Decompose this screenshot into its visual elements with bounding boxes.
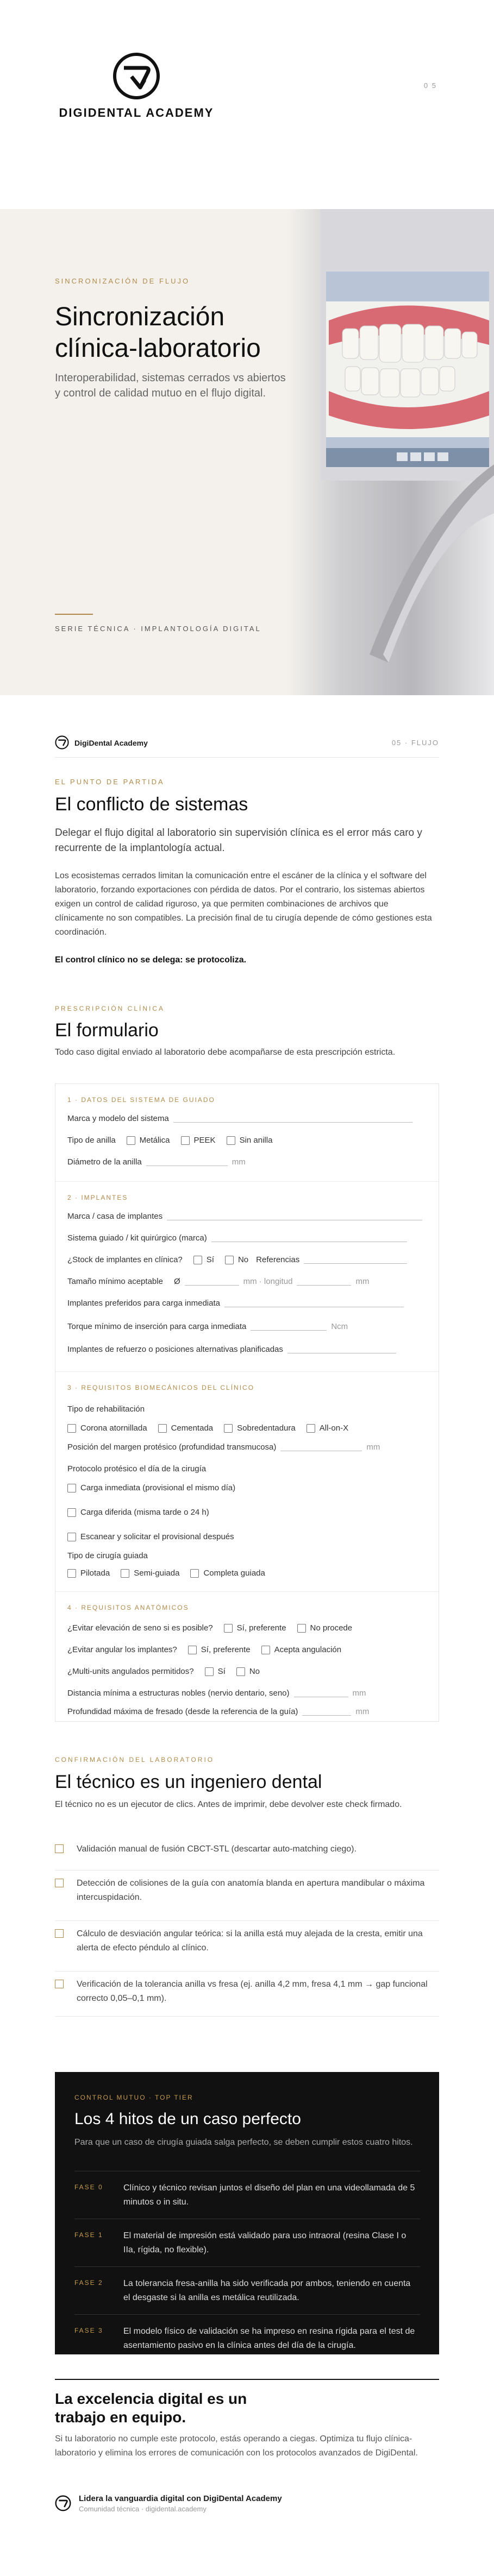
- option-label: Corona atornillada: [80, 1424, 147, 1433]
- check-item: [55, 1876, 439, 1921]
- unit-label: mm: [352, 1689, 366, 1698]
- form-title: El formulario: [55, 1020, 159, 1041]
- option-label: Sin anilla: [239, 1136, 273, 1145]
- checkbox-stock-si[interactable]: [193, 1256, 202, 1264]
- phase-row: [74, 2219, 420, 2266]
- field-label: Diámetro de la anilla: [67, 1157, 142, 1167]
- form-intro: Todo caso digital enviado al laboratorio debe acompañarse de esta prescripción estricta.: [55, 1048, 396, 1057]
- min-diameter-field[interactable]: [185, 1278, 239, 1286]
- phase-label: FASE 0: [74, 2183, 103, 2191]
- cover-title: Sincronización clínica-laboratorio: [55, 303, 261, 363]
- check-text: Cálculo de desviación angular teórica: si la anilla está muy alejada de la cresta, emitir una alerta de efecto péndulo al clínico.: [77, 1929, 423, 1953]
- footer-divider: [55, 2379, 439, 2380]
- page-header: [55, 735, 439, 752]
- checkbox[interactable]: [55, 1929, 64, 1938]
- check-item: [55, 1842, 439, 1870]
- option-label: Metálica: [139, 1136, 170, 1145]
- backup-implants-field[interactable]: [287, 1346, 396, 1353]
- checkbox-carga-diferida[interactable]: [67, 1508, 76, 1517]
- checkbox-seno-si[interactable]: [224, 1624, 233, 1633]
- checkbox[interactable]: [55, 1844, 64, 1853]
- option-label: Carga diferida (misma tarde o 24 h): [80, 1508, 209, 1517]
- phase-row: [74, 2266, 420, 2314]
- checkbox-stock-no[interactable]: [225, 1256, 234, 1264]
- conflict-title: El conflicto de sistemas: [55, 794, 248, 815]
- cover-divider: [55, 614, 93, 615]
- form-kicker: PRESCRIPCIÓN CLÍNICA: [55, 1005, 165, 1012]
- conflict-bold: El control clínico no se delega: se protocoliza.: [55, 955, 247, 965]
- form-section-implants: [55, 1182, 439, 1372]
- conflict-lead: Delegar el flujo digital al laboratorio sin supervisión clínica es el error más caro y recurrente de la implantología actual.: [55, 827, 422, 854]
- option-label: Escanear y solicitar el provisional después: [80, 1532, 234, 1541]
- conflict-body: Los ecosistemas cerrados limitan la comunicación entre el escáner de la clínica y el software del laboratorio, forzando exportaciones con pérdida de datos. Por el contrario, los sistemas abiertos exigen un control de calidad riguroso, ya que permiten combinaciones de archivos que clínicamente no son compatibles. La precisión final de tu cirugía depende de cómo gestiones esta coordinación.: [55, 871, 432, 937]
- field-label: ¿Evitar angular los implantes?: [67, 1645, 177, 1654]
- field-label: Torque mínimo de inserción para carga inmediata: [67, 1322, 247, 1331]
- page-number: 0 5: [423, 81, 437, 90]
- header-page: 05 · FLUJO: [391, 739, 439, 747]
- phase-row: [74, 2314, 420, 2362]
- header-divider: [55, 757, 439, 758]
- check-text: Validación manual de fusión CBCT-STL (descartar auto-matching ciego).: [77, 1844, 357, 1854]
- checkbox-carga-inmediata[interactable]: [67, 1484, 76, 1492]
- option-label: Sobredentadura: [237, 1424, 296, 1433]
- footer-title: La excelencia digital es un trabajo en equipo.: [55, 2390, 247, 2426]
- checkbox-multiunit-no[interactable]: [236, 1667, 245, 1676]
- phase-label: FASE 2: [74, 2279, 103, 2287]
- form-section-guide-system: [55, 1084, 439, 1182]
- checkbox-cementada[interactable]: [158, 1424, 167, 1433]
- checkbox[interactable]: [55, 1879, 64, 1887]
- brand-model-field[interactable]: [173, 1115, 412, 1123]
- field-label: Sistema guiado / kit quirúrgico (marca): [67, 1233, 207, 1243]
- check-item: [55, 1977, 439, 2017]
- field-label: Tipo de cirugía guiada: [67, 1551, 148, 1560]
- field-label: Distancia mínima a estructuras nobles (nervio dentario, seno): [67, 1689, 290, 1698]
- field-label: Implantes preferidos para carga inmediata: [67, 1299, 220, 1308]
- option-label: Cementada: [171, 1424, 214, 1433]
- field-label: ¿Stock de implantes en clínica?: [67, 1255, 183, 1264]
- option-label: Acepta angulación: [274, 1645, 342, 1654]
- unit-label: mm · longitud: [243, 1277, 293, 1286]
- cover-page: [0, 0, 494, 701]
- option-label: Completa guiada: [203, 1569, 265, 1578]
- option-label: Sí, preferente: [236, 1623, 286, 1633]
- preferred-implants-field[interactable]: [224, 1300, 404, 1307]
- field-label: Protocolo protésico el día de la cirugía: [67, 1464, 207, 1473]
- phase-row: [74, 2171, 420, 2219]
- section-title: 2 · IMPLANTES: [67, 1194, 128, 1201]
- confirm-kicker: CONFIRMACIÓN DEL LABORATORIO: [55, 1756, 215, 1763]
- checkbox-angular-si[interactable]: [188, 1646, 197, 1654]
- milestones-subtitle: Para que un caso de cirugía guiada salga perfecto, se deben cumplir estos cuatro hitos.: [74, 2138, 413, 2147]
- checkbox-peek[interactable]: [181, 1136, 190, 1145]
- unit-label: Ncm: [331, 1322, 348, 1331]
- field-label: Profundidad máxima de fresado (desde la referencia de la guía): [67, 1707, 298, 1716]
- field-label: Tipo de rehabilitación: [67, 1404, 145, 1414]
- section-title: 4 · REQUISITOS ANATÓMICOS: [67, 1604, 189, 1611]
- option-label: Sí: [206, 1255, 214, 1264]
- form-section-anatomy: [55, 1592, 439, 1721]
- field-label: Posición del margen protésico (profundidad transmucosa): [67, 1443, 277, 1452]
- field-label: Tipo de anilla: [67, 1136, 116, 1145]
- phase-label: FASE 1: [74, 2231, 103, 2239]
- cover-kicker: SINCRONIZACIÓN DE FLUJO: [55, 277, 190, 285]
- logo-mark-icon: [112, 52, 161, 100]
- checkbox-metalica[interactable]: [127, 1136, 135, 1145]
- form-section-biomechanics: [55, 1372, 439, 1592]
- checkbox-multiunit-si[interactable]: [205, 1667, 214, 1676]
- unit-label: mm: [355, 1277, 370, 1286]
- checkbox-escanear-despues[interactable]: [67, 1533, 76, 1541]
- margin-depth-field[interactable]: [280, 1444, 362, 1451]
- option-label: No: [237, 1255, 249, 1264]
- option-label: No procede: [310, 1623, 353, 1633]
- phase-text: El material de impresión está validado para uso intraoral (resina Clase I o IIa, rígida, no flexible).: [123, 2231, 407, 2254]
- checkbox-seno-no[interactable]: [297, 1624, 306, 1633]
- field-label: Tamaño mínimo aceptable: [67, 1277, 163, 1286]
- option-label: Sí, preferente: [201, 1645, 251, 1654]
- section-title: 1 · DATOS DEL SISTEMA DE GUIADO: [67, 1096, 215, 1104]
- surgical-kit-field[interactable]: [211, 1235, 407, 1242]
- checkbox[interactable]: [55, 1980, 64, 1988]
- signature-title: Lidera la vanguardia digital con DigiDental Academy: [79, 2494, 282, 2503]
- checkbox-completa-guiada[interactable]: [190, 1569, 199, 1578]
- logo-mark-icon: [55, 735, 69, 750]
- references-field[interactable]: [304, 1256, 407, 1264]
- option-label: Pilotada: [80, 1569, 110, 1578]
- unit-label: mm: [232, 1157, 246, 1167]
- option-label: Sí: [217, 1667, 226, 1676]
- signature: [55, 2494, 439, 2516]
- section-title: 3 · REQUISITOS BIOMECÁNICOS DEL CLÍNICO: [67, 1384, 255, 1391]
- phase-label: FASE 3: [74, 2327, 103, 2334]
- field-label: Implantes de refuerzo o posiciones alternativas planificadas: [67, 1345, 283, 1354]
- phase-text: Clínico y técnico revisan juntos el diseño del plan en una videollamada de 5 minutos o in situ.: [123, 2183, 415, 2207]
- brand-name: DIGIDENTAL ACADEMY: [59, 106, 214, 119]
- footer-body: Si tu laboratorio no cumple este protocolo, estás operando a ciegas. Optimiza tu flujo clínica-laboratorio y elimina los errores de comunicación con los protocolos avanzados de DigiDental.: [55, 2434, 418, 2458]
- check-text: Detección de colisiones de la guía con anatomía blanda en apertura mandibular o máxima intercuspidación.: [77, 1879, 425, 1902]
- milestones-title: Los 4 hitos de un caso perfecto: [74, 2110, 301, 2128]
- implant-brand-field[interactable]: [167, 1213, 422, 1220]
- check-item: [55, 1927, 439, 1972]
- header-brand: DigiDental Academy: [74, 739, 148, 747]
- min-distance-field[interactable]: [294, 1690, 348, 1697]
- prescription-form: [55, 1084, 439, 1722]
- option-label: No: [249, 1667, 260, 1676]
- milestones-kicker: CONTROL MUTUO · TOP TIER: [74, 2094, 193, 2101]
- check-text: Verificación de la tolerancia anilla vs fresa (ej. anilla 4,2 mm, fresa 4,1 mm → gap funcional correcto 0,05–0,1 mm).: [77, 1980, 428, 2003]
- signature-subtitle: Comunidad técnica · digidental.academy: [79, 2505, 207, 2513]
- phase-text: La tolerancia fresa-anilla ha sido verificada por ambos, teniendo en cuenta el desgaste si la anilla es metálica reutilizada.: [123, 2279, 411, 2302]
- min-length-field[interactable]: [297, 1278, 351, 1286]
- checkbox-all-on-x[interactable]: [307, 1424, 315, 1433]
- checkbox-angular-acepta[interactable]: [261, 1646, 270, 1654]
- cover-subtitle: Interoperabilidad, sistemas cerrados vs abiertos y control de calidad mutuo en el flujo digital.: [55, 372, 286, 399]
- field-label: Marca / casa de implantes: [67, 1212, 163, 1221]
- phase-text: El modelo físico de validación se ha impreso en resina rígida para el test de asentamiento pasivo en la clínica antes del día de la cirugía.: [123, 2327, 415, 2350]
- dental-scan-image: [288, 209, 494, 695]
- option-label: All-on-X: [319, 1424, 349, 1433]
- checkbox-sin-anilla[interactable]: [227, 1136, 235, 1145]
- checkbox-pilotada[interactable]: [67, 1569, 76, 1578]
- diameter-symbol: Ø: [173, 1277, 180, 1286]
- unit-label: mm: [355, 1707, 370, 1716]
- checkbox-sobredentadura[interactable]: [224, 1424, 233, 1433]
- field-label: ¿Multi-units angulados permitidos?: [67, 1667, 194, 1676]
- option-label: PEEK: [193, 1136, 216, 1145]
- checkbox-semi-guiada[interactable]: [121, 1569, 129, 1578]
- brand-logo: [55, 52, 218, 120]
- torque-field[interactable]: [251, 1323, 327, 1331]
- checkbox-corona-atornillada[interactable]: [67, 1424, 76, 1433]
- confirm-body: El técnico no es un ejecutor de clics. Antes de imprimir, debe devolver este check firmado.: [55, 1800, 402, 1809]
- milestones-panel: [55, 2072, 439, 2354]
- unit-label: mm: [366, 1443, 380, 1452]
- field-label: Referencias: [256, 1255, 300, 1264]
- ring-diameter-field[interactable]: [146, 1158, 228, 1166]
- logo-mark-icon: [55, 2495, 71, 2511]
- field-label: ¿Evitar elevación de seno si es posible?: [67, 1623, 213, 1633]
- cover-series: SERIE TÉCNICA · IMPLANTOLOGÍA DIGITAL: [55, 625, 261, 633]
- option-label: Semi-guiada: [134, 1569, 180, 1578]
- max-depth-field[interactable]: [302, 1708, 351, 1716]
- conflict-kicker: EL PUNTO DE PARTIDA: [55, 778, 165, 786]
- option-label: Carga inmediata (provisional el mismo día): [80, 1483, 236, 1492]
- confirm-title: El técnico es un ingeniero dental: [55, 1772, 322, 1792]
- field-label: Marca y modelo del sistema: [67, 1114, 169, 1123]
